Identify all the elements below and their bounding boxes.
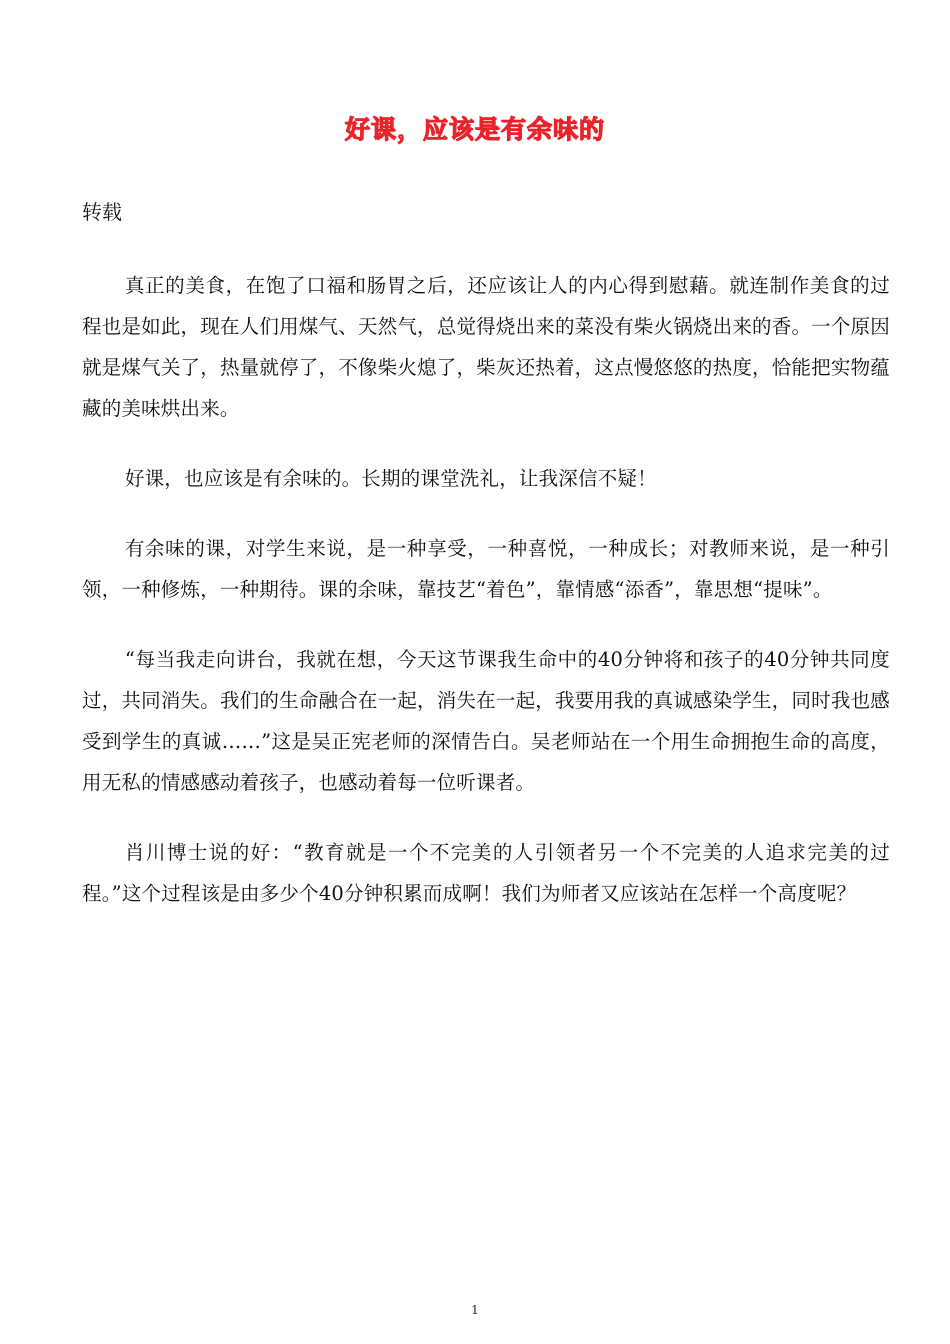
paragraph-4: “每当我走向讲台，我就在想，今天这节课我生命中的40分钟将和孩子的40分钟共同度过，共同消失。我们的生命融合在一起，消失在一起，我要用我的真诚感染学生，同时我也感受到学生的真诚……”这是吴正宪老师的深情告白。吴老师站在一个用生命拥抱生命的高度，用无私的情感感动着孩子，也感动着每一位听课者。: [82, 648, 890, 794]
paragraph-2: 好课，也应该是有余味的。长期的课堂洗礼，让我深信不疑！: [124, 467, 657, 490]
paragraph-1: 真正的美食，在饱了口福和肠胃之后，还应该让人的内心得到慰藉。就连制作美食的过程也是如此，现在人们用煤气、天然气，总觉得烧出来的菜没有柴火锅烧出来的香。一个原因就是煤气关了，热量就停了，不像柴火熄了，柴灰还热着，这点慢悠悠的热度，恰能把实物蕴藏的美味烘出来。: [82, 274, 890, 420]
paragraph-5: 肖川博士说的好：“教育就是一个不完美的人引领者另一个不完美的人追求完美的过程。”这个过程该是由多少个40分钟积累而成啊！我们为师者又应该站在怎样一个高度呢？: [82, 841, 890, 905]
page-number: 1: [471, 1303, 479, 1317]
document-body: [82, 265, 890, 943]
source-label: 转载: [82, 200, 122, 224]
document-title: 好课，应该是有余味的: [344, 115, 605, 144]
paragraph-3: 有余味的课，对学生来说，是一种享受，一种喜悦，一种成长；对教师来说，是一种引领，一种修炼，一种期待。课的余味，靠技艺“着色”，靠情感“添香”，靠思想“提味”。: [82, 537, 890, 601]
